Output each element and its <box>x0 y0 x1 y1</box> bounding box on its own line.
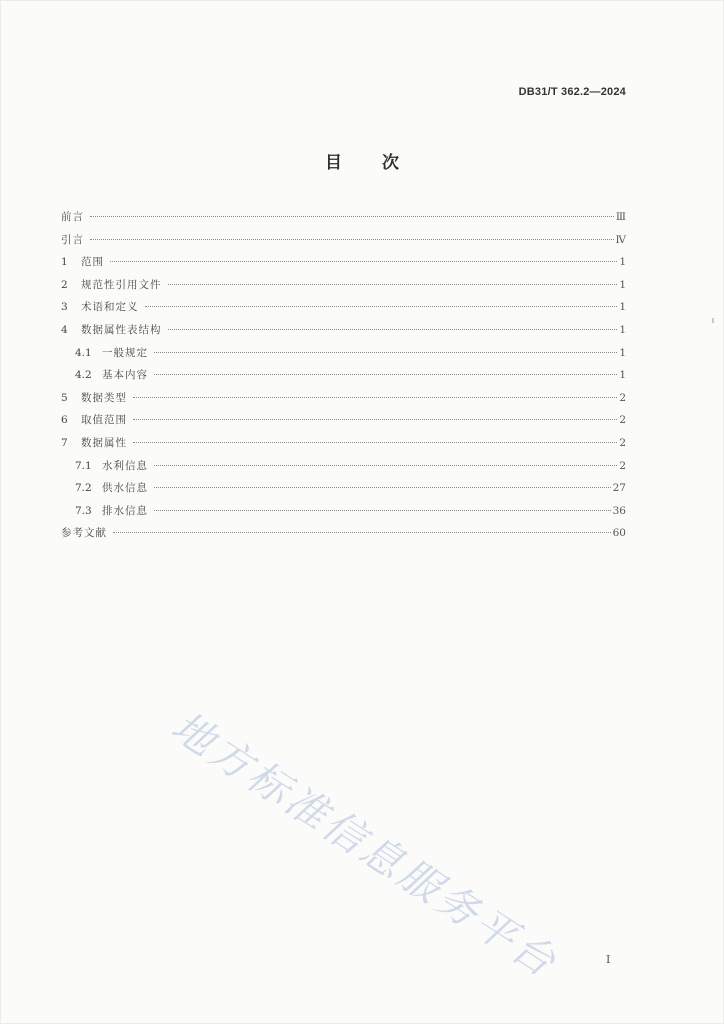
toc-entry[interactable] <box>61 500 626 523</box>
toc-entry-page: 2 <box>619 436 626 449</box>
toc-entry[interactable] <box>61 251 626 274</box>
toc-leader-dots <box>133 442 617 443</box>
toc-entry-title: 排水信息 <box>102 504 148 517</box>
toc-entry[interactable] <box>61 206 626 229</box>
toc-entry-page: 60 <box>612 527 626 540</box>
toc-entry-title: 前言 <box>61 211 84 223</box>
toc-entry-page: 27 <box>612 482 626 495</box>
toc-leader-dots <box>154 374 617 375</box>
toc-entry-page: 1 <box>619 323 626 336</box>
toc-leader-dots <box>154 465 617 466</box>
toc-entry-title: 供水信息 <box>102 482 148 495</box>
toc-entry-number: 5 <box>61 391 68 404</box>
toc-entry-title: 数据类型 <box>81 391 127 404</box>
toc-entry-title: 术语和定义 <box>81 301 139 314</box>
toc-entry-page: Ⅳ <box>615 233 626 246</box>
toc-entry-page: 1 <box>619 346 626 359</box>
scan-edge-mark <box>712 318 714 323</box>
toc-entry-page: 1 <box>619 301 626 314</box>
toc-leader-dots <box>113 532 611 533</box>
toc-entry-title: 一般规定 <box>102 346 148 359</box>
toc-entry-page: 2 <box>619 414 626 427</box>
toc-leader-dots <box>168 284 618 285</box>
toc-entry-title: 数据属性表结构 <box>81 323 162 336</box>
toc-entry[interactable] <box>61 319 626 342</box>
toc-entry[interactable] <box>61 342 626 365</box>
table-of-contents <box>61 206 626 545</box>
toc-entry-title: 范围 <box>81 256 104 269</box>
toc-entry[interactable] <box>61 387 626 410</box>
toc-leader-dots <box>145 306 618 307</box>
toc-entry-title: 取值范围 <box>81 414 127 427</box>
toc-entry[interactable] <box>61 409 626 432</box>
toc-entry-number: 3 <box>61 301 68 314</box>
toc-entry[interactable] <box>61 477 626 500</box>
toc-entry[interactable] <box>61 274 626 297</box>
toc-entry-number: 4 <box>61 323 68 336</box>
toc-entry[interactable] <box>61 296 626 319</box>
toc-entry-title: 基本内容 <box>102 369 148 382</box>
toc-entry-page: 1 <box>619 256 626 269</box>
toc-entry-number: 4.1 <box>75 346 92 359</box>
toc-entry[interactable] <box>61 432 626 455</box>
toc-leader-dots <box>133 397 617 398</box>
toc-entry-title: 水利信息 <box>102 459 148 472</box>
toc-entry-number: 1 <box>61 256 68 269</box>
toc-entry-page: Ⅲ <box>615 211 626 223</box>
toc-entry-page: 36 <box>612 504 626 517</box>
toc-entry-title: 数据属性 <box>81 436 127 449</box>
toc-entry-number: 2 <box>61 278 68 291</box>
toc-entry-number: 4.2 <box>75 369 92 382</box>
toc-entry-number: 7.3 <box>75 504 92 517</box>
toc-entry[interactable] <box>61 522 626 545</box>
toc-entry-number: 7 <box>61 436 68 449</box>
page-title: 目次 <box>325 153 439 173</box>
toc-leader-dots <box>90 216 614 217</box>
toc-leader-dots <box>133 419 617 420</box>
standard-code: DB31/T 362.2—2024 <box>518 86 626 98</box>
toc-entry-page: 2 <box>619 391 626 404</box>
toc-entry-title: 参考文献 <box>61 527 107 540</box>
toc-entry-number: 7.2 <box>75 482 92 495</box>
toc-entry-title: 引言 <box>61 233 84 246</box>
toc-leader-dots <box>110 261 617 262</box>
toc-entry-number: 6 <box>61 414 68 427</box>
toc-entry-number: 7.1 <box>75 459 92 472</box>
toc-leader-dots <box>90 239 614 240</box>
toc-entry-title: 规范性引用文件 <box>81 278 162 291</box>
toc-entry-page: 2 <box>619 459 626 472</box>
toc-leader-dots <box>154 487 611 488</box>
watermark: 地方标准信息服务平台 <box>163 702 567 988</box>
toc-leader-dots <box>154 510 611 511</box>
toc-entry[interactable] <box>61 455 626 478</box>
toc-entry[interactable] <box>61 229 626 252</box>
toc-leader-dots <box>154 352 617 353</box>
toc-entry-page: 1 <box>619 278 626 291</box>
toc-leader-dots <box>168 329 618 330</box>
toc-entry[interactable] <box>61 364 626 387</box>
page-number: I <box>606 953 611 966</box>
toc-entry-page: 1 <box>619 369 626 382</box>
